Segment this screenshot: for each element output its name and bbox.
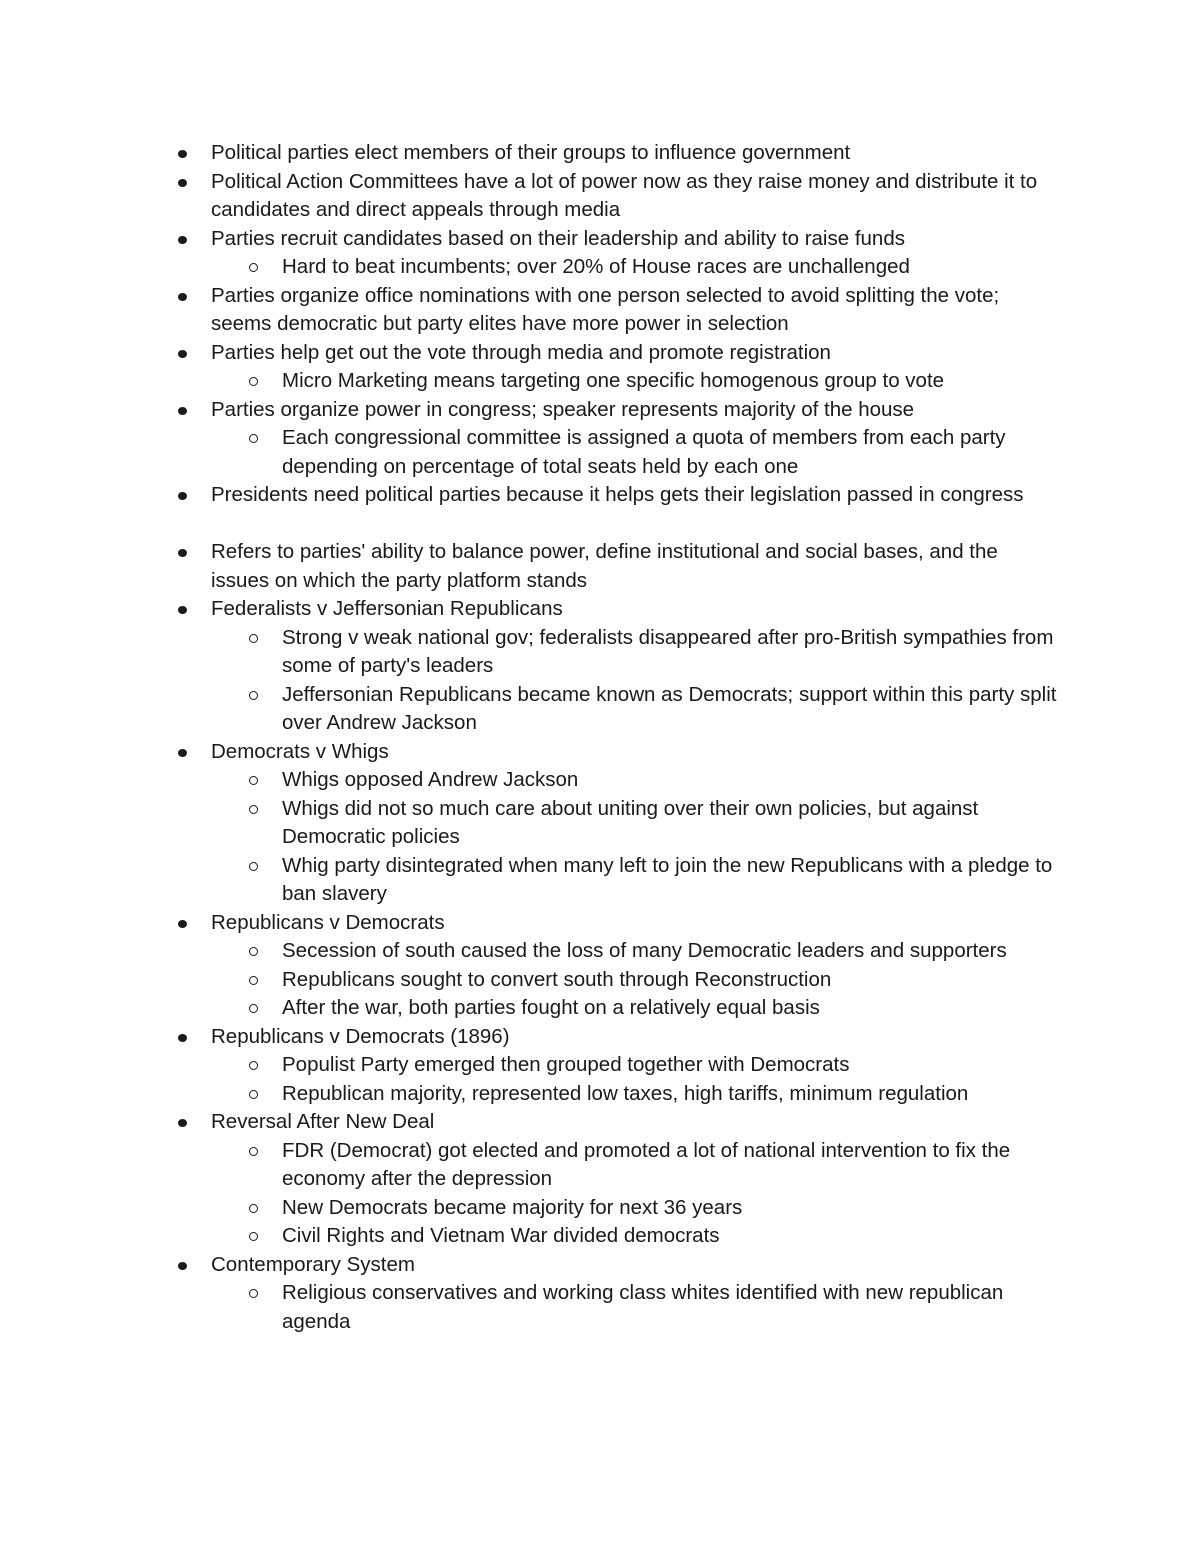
sub-list-item [0, 681, 1062, 738]
filled-bullet-icon [178, 920, 187, 928]
list-item [0, 225, 1061, 254]
sub-list-item [0, 852, 1062, 909]
item-text: Whigs opposed Andrew Jackson [282, 768, 579, 791]
item-text: Religious conservatives and working class whites identified with new republican agenda [282, 1281, 1004, 1333]
list-item [0, 168, 1061, 225]
list-item [0, 481, 1061, 510]
hollow-bullet-icon [249, 434, 258, 443]
item-text: Strong v weak national gov; federalists disappeared after pro-British sympathies from some of party's leaders [282, 625, 1054, 677]
item-text: FDR (Democrat) got elected and promoted a lot of national intervention to fix the economy after the depression [282, 1138, 1011, 1190]
filled-bullet-icon [178, 549, 187, 557]
hollow-bullet-icon [249, 1090, 258, 1099]
sub-list-item [0, 367, 1062, 396]
filled-bullet-icon [178, 1119, 187, 1127]
item-text: Refers to parties' ability to balance power, define institutional and social bases, and the issues on which the party platform stands [211, 540, 998, 592]
filled-bullet-icon [178, 179, 187, 187]
hollow-bullet-icon [249, 691, 258, 700]
sub-list-item [0, 994, 1062, 1023]
item-text: Presidents need political parties because it helps gets their legislation passed in congress [211, 483, 1024, 506]
hollow-bullet-icon [249, 1061, 258, 1070]
filled-bullet-icon [178, 350, 187, 358]
item-text: Parties organize power in congress; speaker represents majority of the house [211, 397, 915, 421]
hollow-bullet-icon [249, 263, 258, 272]
item-text: Parties recruit candidates based on their leadership and ability to raise funds [211, 226, 905, 250]
sub-list-item [0, 1222, 1062, 1251]
list-item [0, 396, 1061, 425]
sub-list-item [0, 1194, 1062, 1223]
filled-bullet-icon [178, 150, 187, 158]
item-text: Parties organize office nominations with one person selected to avoid splitting the vote; seems democratic but party elites have more power in selection [211, 283, 1000, 335]
item-text: Civil Rights and Vietnam War divided democrats [282, 1224, 720, 1247]
item-text: Republican majority, represented low taxes, high tariffs, minimum regulation [282, 1081, 969, 1105]
list-item [0, 909, 1061, 938]
item-text: Federalists v Jeffersonian Republicans [211, 597, 563, 620]
item-text: After the war, both parties fought on a relatively equal basis [282, 996, 820, 1019]
item-text: Parties help get out the vote through media and promote registration [211, 340, 831, 364]
sub-list-item [0, 766, 1062, 795]
item-text: Whigs did not so much care about uniting over their own policies, but against Democratic policies [282, 796, 979, 848]
hollow-bullet-icon [249, 1004, 258, 1013]
item-text: Political parties elect members of their groups to influence government [211, 141, 851, 164]
hollow-bullet-icon [249, 976, 258, 985]
item-text: Secession of south caused the loss of many Democratic leaders and supporters [282, 939, 1007, 962]
sub-list-item [0, 1137, 1062, 1194]
item-text: Jeffersonian Republicans became known as Democrats; support within this party split over Andrew Jackson [282, 682, 1057, 734]
item-text: Hard to beat incumbents; over 20% of House races are unchallenged [282, 255, 910, 278]
item-text: Republicans v Democrats (1896) [211, 1024, 510, 1048]
item-text: Contemporary System [211, 1252, 415, 1276]
filled-bullet-icon [178, 236, 187, 244]
sub-list-item [0, 1080, 1062, 1109]
item-text: Each congressional committee is assigned a quota of members from each party depending on percentage of total seats held by each one [282, 426, 1006, 478]
filled-bullet-icon [178, 492, 187, 500]
sub-list-item [0, 424, 1062, 481]
sub-list-item [0, 937, 1062, 966]
filled-bullet-icon [178, 606, 187, 614]
hollow-bullet-icon [249, 947, 258, 956]
list-item [0, 282, 1061, 339]
list-item [0, 1108, 1061, 1137]
filled-bullet-icon [178, 1034, 187, 1042]
hollow-bullet-icon [249, 776, 258, 785]
sub-list-item [0, 1279, 1062, 1336]
filled-bullet-icon [178, 407, 187, 415]
hollow-bullet-icon [249, 377, 258, 386]
item-text: Republicans sought to convert south through Reconstruction [282, 967, 832, 991]
sub-list-item [0, 1051, 1062, 1080]
sub-list-item [0, 966, 1062, 995]
sub-list-item [0, 253, 1062, 282]
hollow-bullet-icon [249, 634, 258, 643]
item-text: New Democrats became majority for next 36 years [282, 1195, 743, 1219]
list-item [0, 1023, 1061, 1052]
list-item [0, 595, 1061, 624]
list-item [0, 1251, 1061, 1280]
hollow-bullet-icon [249, 1204, 258, 1213]
item-text: Whig party disintegrated when many left to join the new Republicans with a pledge to ban slavery [282, 853, 1053, 905]
item-text: Reversal After New Deal [211, 1110, 435, 1133]
hollow-bullet-icon [249, 805, 258, 814]
filled-bullet-icon [178, 1262, 187, 1270]
hollow-bullet-icon [249, 862, 258, 871]
bullet-list [0, 139, 1200, 1336]
item-text: Micro Marketing means targeting one specific homogenous group to vote [282, 369, 945, 392]
item-text: Political Action Committees have a lot of power now as they raise money and distribute it to candidates and direct appeals through media [211, 169, 1038, 221]
list-item [0, 339, 1061, 368]
sub-list-item [0, 795, 1062, 852]
hollow-bullet-icon [249, 1147, 258, 1156]
hollow-bullet-icon [249, 1289, 258, 1298]
list-item [0, 538, 1061, 595]
list-item [0, 139, 1061, 168]
filled-bullet-icon [178, 293, 187, 301]
list-item [0, 738, 1061, 767]
item-text: Populist Party emerged then grouped together with Democrats [282, 1053, 850, 1076]
item-text: Republicans v Democrats [211, 910, 445, 934]
notes-body [0, 139, 1200, 1336]
hollow-bullet-icon [249, 1232, 258, 1241]
filled-bullet-icon [178, 749, 187, 757]
item-text: Democrats v Whigs [211, 739, 389, 763]
sub-list-item [0, 624, 1062, 681]
